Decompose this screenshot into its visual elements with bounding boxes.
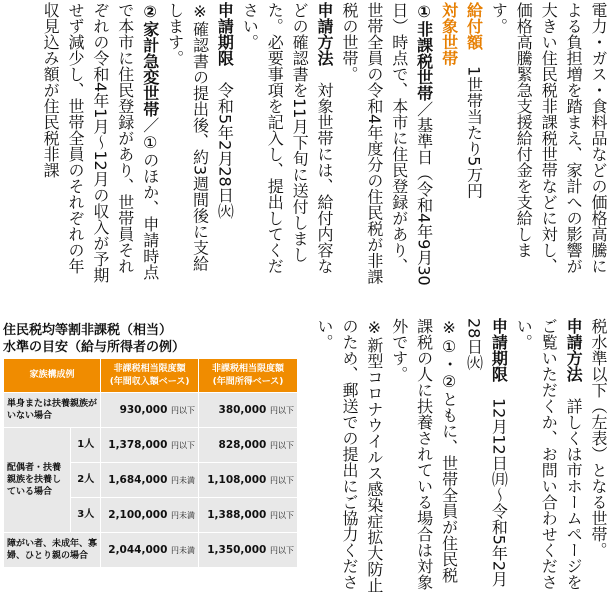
unit: 円未満 [171,475,196,485]
cell-value [101,498,199,533]
method2-text: 詳しくは市ホームページをご覧いただくか、お問い合わせください。 [514,318,584,590]
value: 1,388,000 [207,508,267,521]
header-family: 家族構成例 [4,359,101,393]
item1-paragraph [336,2,436,287]
intro-paragraph [485,2,610,287]
cell-value [101,428,199,463]
period1-paragraph [212,2,237,287]
table-row [4,533,298,568]
item2-heading: ②家計急変世帯 [140,2,160,117]
dependents-count: 3人 [71,498,101,533]
row-label-special: 障がい者、未成年、寡婦、ひとり親の場合 [4,533,101,568]
value: 2,044,000 [108,543,168,556]
unit: 円以下 [270,405,294,415]
target-heading: 対象世帯 [439,2,459,66]
amount-text: 1世帯当たり5万円 [464,66,484,199]
note2-paragraph [386,318,461,595]
period1-heading: 申請期限 [215,2,235,66]
table-header-row [4,359,298,393]
unit: 円以下 [270,545,294,555]
cell-value [101,533,199,568]
period2-text: 12月12日㈪〜令和5年2月28日㈫ [464,318,509,588]
table-row [4,393,298,428]
unit: 円未満 [171,510,196,520]
period2-heading: 申請期限 [489,318,509,382]
unit: 円以下 [270,510,294,520]
note3-paragraph [311,318,386,595]
cont-paragraph [585,318,610,595]
item1-heading: ①非課税世帯 [414,2,434,101]
cell-value [199,498,298,533]
cell-value [101,463,199,498]
header-earnings: 非課税相当限度額 (年間所得ベース) [199,359,298,393]
value: 1,350,000 [207,543,267,556]
method2-heading: 申請方法 [564,318,584,382]
value: 1,108,000 [207,473,267,486]
item2-text: ／①のほか、申請時点で本市に住民登録があり、世帯員それぞれの令和4年1月〜12月の収入が予期せず減少し、世帯全員のそれぞれの年収見込み額が住民税非課 [41,2,160,283]
method1-text: 対象世帯には、給付内容などの確認書を11月下旬に送付しました。必要事項を記入し、提出してください。 [240,2,335,274]
unit: 円以下 [270,440,294,450]
item2-paragraph [37,2,162,287]
lower-article-text [315,318,610,595]
note2-text: ※①・②ともに、世帯全員が住民税課税の人に扶養されている場合は対象外です。 [389,318,459,590]
table-row [4,428,298,463]
value: 828,000 [218,438,267,451]
unit: 円未満 [171,545,196,555]
table-title-line2: 水準の目安（給与所得者の例） [3,340,186,355]
cont-text: 税水準以下（左表）となる世帯。 [589,318,608,558]
method1-paragraph [236,2,336,287]
amount-heading: 給付額 [464,2,484,50]
row-label-single: 単身または扶養親族がいない場合 [4,393,101,428]
cell-value [199,463,298,498]
value: 380,000 [218,403,267,416]
value: 930,000 [119,403,168,416]
header-income: 非課税相当限度額 (年間収入額ベース) [101,359,199,393]
cell-value [199,393,298,428]
note3-text: ※新型コロナウイルス感染症拡大防止のため、郵送での提出にご協力ください。 [315,318,384,593]
value: 1,684,000 [108,473,168,486]
amount-paragraph [461,2,486,287]
upper-article-text [2,2,610,287]
period2-paragraph [461,318,511,595]
item1-text: ／基準日（令和4年9月30日）時点で、本市に住民登録があり、世帯全員の令和4年度分の住民税が非課税の世帯。 [339,2,434,286]
dependents-count: 2人 [71,463,101,498]
threshold-table [3,358,298,568]
note1-text: ※確認書の提出後、約3週間後に支給します。 [165,2,210,272]
unit: 円以下 [171,405,196,415]
value: 2,100,000 [108,508,168,521]
cell-value [101,393,199,428]
threshold-table-section [3,322,299,568]
dependents-count: 1人 [71,428,101,463]
intro-text: 電力・ガス・食料品などの価格高騰による負担増を踏まえ、家計への影響が大きい住民税非課税世帯などに対し、価格高騰緊急支援給付金を支給します。 [489,2,608,274]
unit: 円以下 [171,440,196,450]
method2-paragraph [510,318,585,595]
row-label-spouse: 配偶者・扶養親族を扶養している場合 [4,428,71,533]
table-title-line1: 住民税均等割非課税（相当） [3,323,173,338]
method1-heading: 申請方法 [315,2,335,66]
unit: 円以下 [270,475,294,485]
target-heading-paragraph [436,2,461,287]
period1-text: 令和5年2月28日㈫ [215,82,235,219]
cell-value [199,533,298,568]
value: 1,378,000 [108,438,168,451]
note1-paragraph [162,2,212,287]
cell-value [199,428,298,463]
